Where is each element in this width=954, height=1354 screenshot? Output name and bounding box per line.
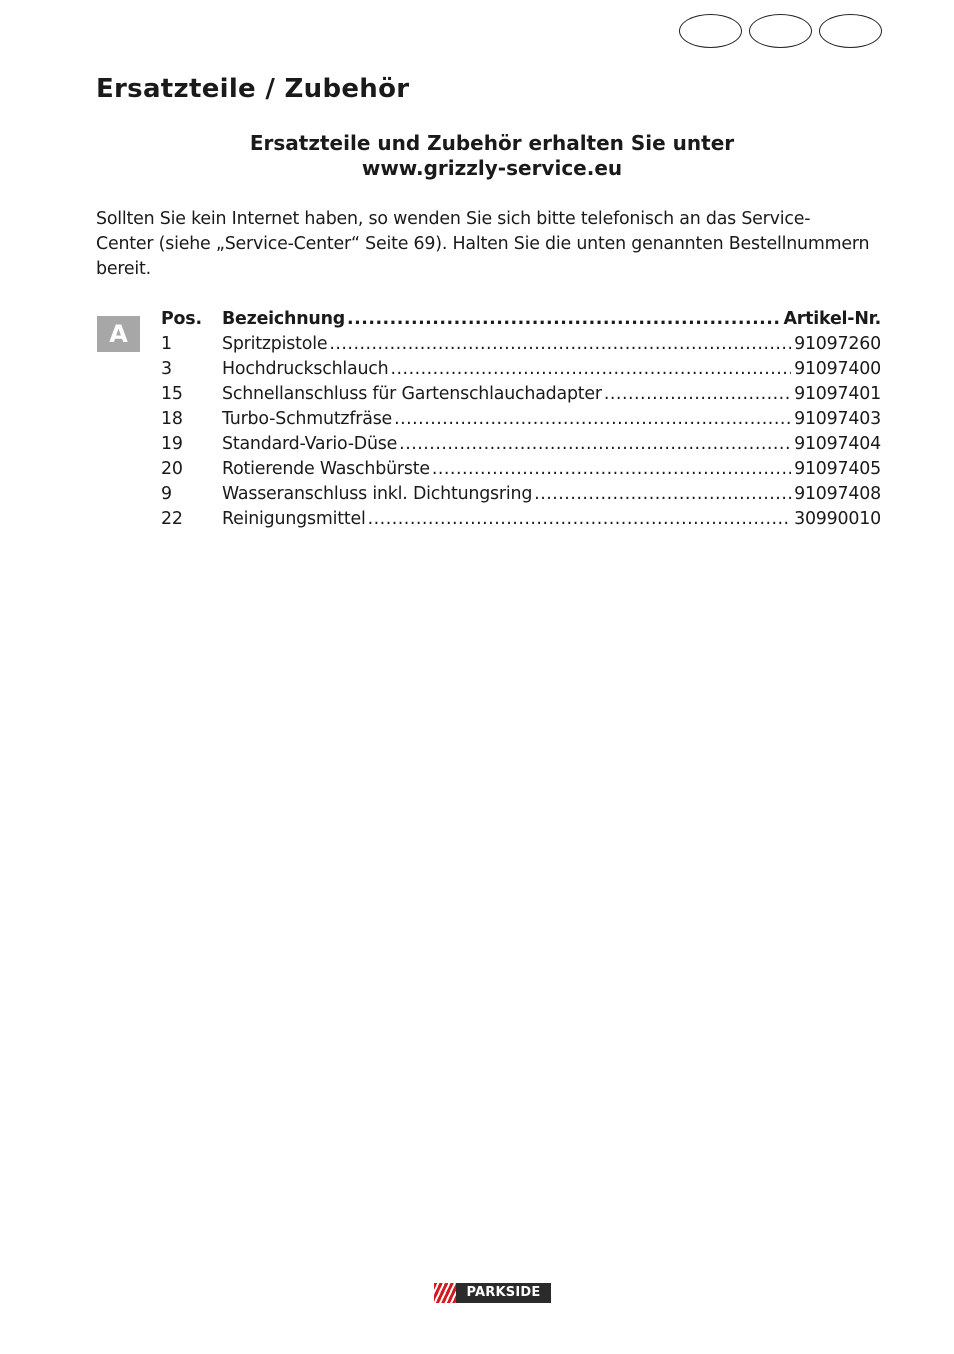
logo-text: PARKSIDE	[456, 1283, 551, 1303]
row-pos: 3	[161, 359, 172, 379]
row-description: Schnellanschluss für Gartenschlauchadapter	[222, 384, 602, 404]
leader-dots	[347, 307, 781, 332]
table-row	[161, 407, 881, 432]
note-line-1: Sollten Sie kein Internet haben, so wenden Sie sich bitte telefonisch an das Service-	[96, 209, 811, 229]
table-row	[161, 332, 881, 357]
row-article: 91097400	[794, 359, 881, 379]
table-row	[161, 457, 881, 482]
note-line-2: Center (siehe „Service-Center“ Seite 69). Halten Sie die unten genannten Bestellnummern	[96, 234, 870, 254]
leader-dots	[368, 507, 791, 532]
parts-table-header	[161, 307, 881, 332]
row-pos: 9	[161, 484, 172, 504]
row-article: 91097403	[794, 409, 881, 429]
leader-dots	[390, 357, 791, 382]
row-pos: 1	[161, 334, 172, 354]
language-oval-1	[679, 14, 742, 48]
leader-dots	[432, 457, 791, 482]
table-row	[161, 507, 881, 532]
language-oval-2	[749, 14, 812, 48]
row-description: Turbo-Schmutzfräse	[222, 409, 393, 429]
note-paragraph	[96, 207, 896, 282]
parts-table	[161, 307, 881, 532]
leader-dots	[534, 482, 791, 507]
language-oval-3	[819, 14, 882, 48]
row-pos: 20	[161, 459, 183, 479]
leader-dots	[329, 332, 791, 357]
row-pos: 15	[161, 384, 183, 404]
header-article: Artikel-Nr.	[783, 309, 881, 329]
row-description: Standard-Vario-Düse	[222, 434, 398, 454]
leader-dots	[394, 407, 791, 432]
table-row	[161, 357, 881, 382]
row-article: 91097401	[794, 384, 881, 404]
intro-line-1: Ersatzteile und Zubehör erhalten Sie unter	[249, 131, 735, 155]
row-article: 91097404	[794, 434, 881, 454]
row-pos: 19	[161, 434, 183, 454]
leader-dots	[399, 432, 791, 457]
intro-text	[96, 131, 888, 181]
row-pos: 18	[161, 409, 183, 429]
table-row	[161, 482, 881, 507]
section-label-badge: A	[97, 316, 140, 352]
row-article: 91097260	[794, 334, 881, 354]
row-description: Rotierende Waschbürste	[222, 459, 430, 479]
row-description: Reinigungsmittel	[222, 509, 366, 529]
header-pos: Pos.	[161, 309, 202, 329]
row-article: 91097408	[794, 484, 881, 504]
service-url: www.grizzly-service.eu	[361, 156, 623, 180]
row-description: Hochdruckschlauch	[222, 359, 389, 379]
row-description: Spritzpistole	[222, 334, 328, 354]
row-pos: 22	[161, 509, 183, 529]
table-row	[161, 432, 881, 457]
row-article: 91097405	[794, 459, 881, 479]
row-description: Wasseranschluss inkl. Dichtungsring	[222, 484, 533, 504]
table-row	[161, 382, 881, 407]
page-title: Ersatzteile / Zubehör	[96, 74, 410, 104]
leader-dots	[604, 382, 791, 407]
row-article: 30990010	[794, 509, 881, 529]
parkside-logo	[434, 1283, 551, 1303]
language-selector	[679, 14, 882, 48]
note-line-3: bereit.	[96, 259, 151, 279]
header-description: Bezeichnung	[222, 309, 346, 329]
logo-stripes-icon	[434, 1283, 456, 1303]
